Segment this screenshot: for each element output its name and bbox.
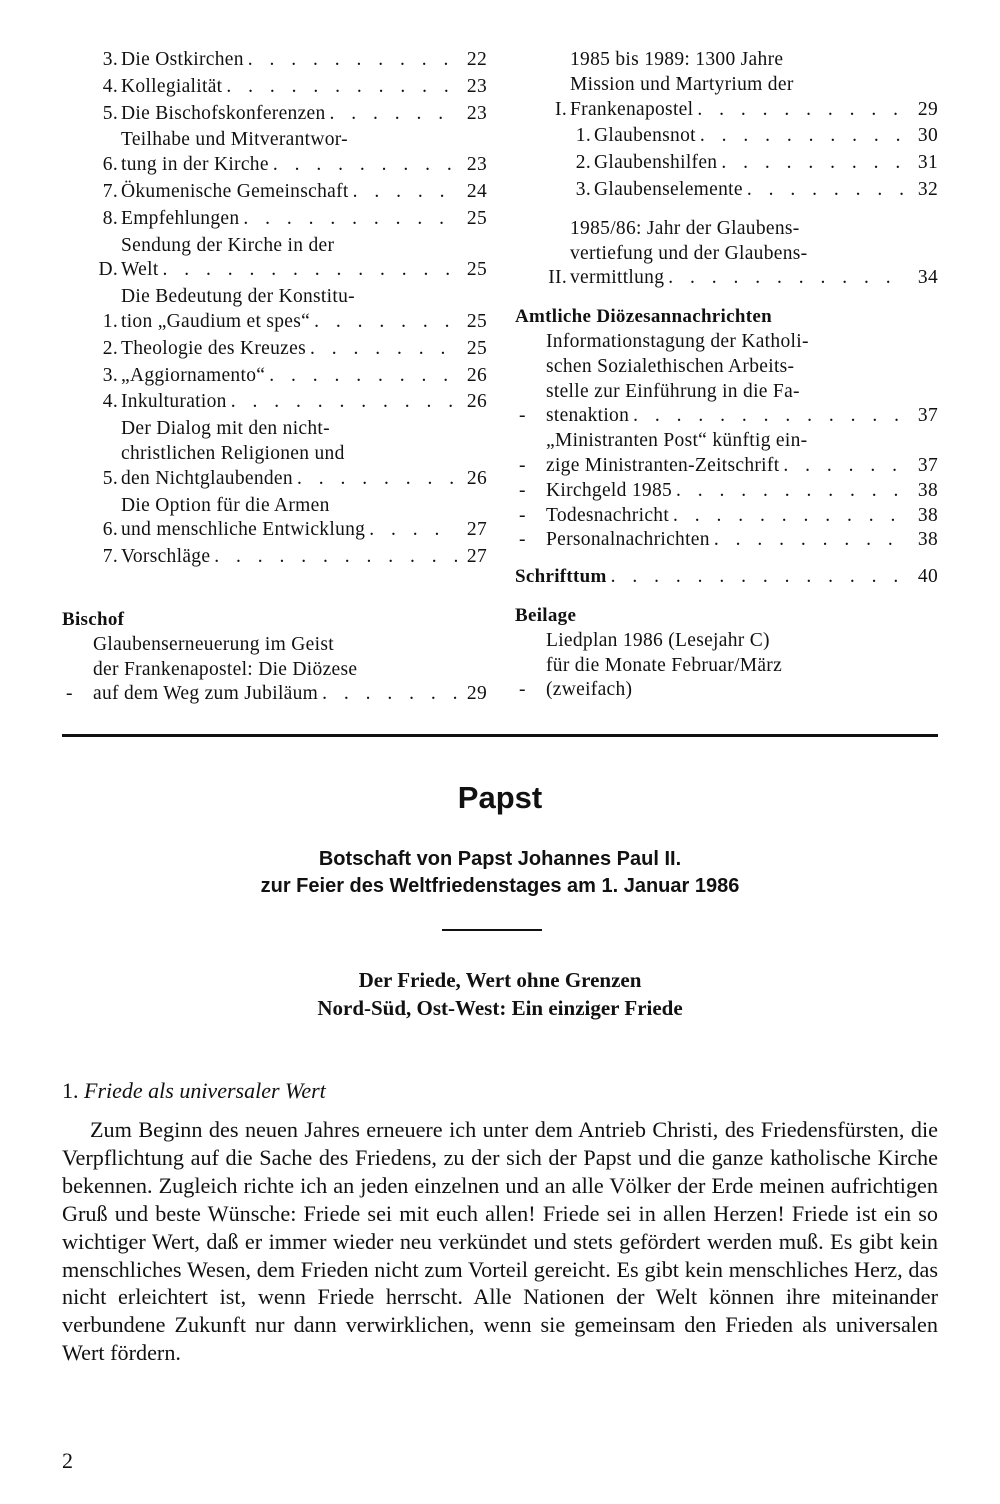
toc-entry-line [121,75,487,100]
toc-entry-page: 38 [917,529,938,551]
toc-entry-bischof [62,633,487,707]
toc-entry-title: Vorschläge [121,546,211,568]
toc-entry-text [594,178,938,203]
toc-entry-line [121,48,487,73]
toc-entry-line: 1985/86: Jahr der Glaubens- [570,217,800,239]
motto-line-1: Der Friede, Wert ohne Grenzen [358,968,642,992]
toc-entry-line: „Ministranten Post“ künftig ein- [546,430,808,452]
leader-dots [214,545,457,570]
toc-entry-title: Ökumenische Gemeinschaft [121,180,349,202]
toc-entry-title: Todesnachricht [546,504,670,526]
toc-entry-number: 4. [102,75,118,97]
leader-dots [248,48,457,73]
toc-heading-beilage: Beilage [515,604,577,626]
toc-entry [515,217,938,291]
toc-entry-title: Kirchgeld 1985 [546,479,673,501]
toc-entry-number: - [66,683,73,705]
toc-entry-number: - [519,405,526,427]
toc-entry-line: Liedplan 1986 (Lesejahr C) [546,629,770,651]
toc-entry-number: 5. [102,467,118,489]
toc-entry-number: - [519,529,526,551]
toc-entry-page: 22 [466,49,487,70]
toc-entry-number: 2. [102,337,118,359]
article-subtitle [0,846,1000,900]
toc-entry [62,364,487,389]
subtitle-line-1: Botschaft von Papst Johannes Paul II. [318,848,682,870]
toc-entry-number: 1. [102,310,118,332]
toc-entry-text [93,633,487,707]
leader-dots [243,207,457,232]
toc-entry-text [594,124,938,149]
toc-entry-line [93,682,487,707]
leader-dots [369,518,457,543]
toc-entry-title: Personalnachrichten [546,529,710,551]
spacer [62,596,487,608]
leader-dots [668,266,908,291]
toc-entry-amtliche [515,429,938,479]
toc-entry-amtliche [515,330,938,429]
toc-entry-line [594,178,938,203]
toc-entry-number: - [519,454,526,476]
toc-entry-title: Inkulturation [121,391,227,413]
toc-entry-page: 31 [917,152,938,174]
toc-left-column [62,48,487,707]
toc-entry-line: Die Bedeutung der Konstitu- [121,286,355,308]
toc-entry-number: 1. [575,125,591,147]
toc-entry [515,151,938,176]
leader-dots [747,178,908,203]
toc-entry-title: Glaubenselemente [594,178,743,200]
toc-entry-page: 23 [466,154,487,176]
toc-entry-text [121,364,487,389]
toc-entry-text [546,528,938,553]
toc-entry [62,417,487,491]
toc-entry-text [515,565,938,590]
toc-entry-title: Empfehlungen [121,207,240,229]
leader-dots [700,124,908,149]
toc-entry-line [121,207,487,232]
toc-entry-line [546,404,938,429]
toc-entry-line: der Frankenapostel: Die Diözese [93,658,358,680]
toc-entry-number: - [519,479,526,501]
toc-entry-title: Welt [121,259,159,281]
toc-entry-text [570,48,938,122]
toc-entry-title: stenaktion [546,405,630,427]
toc-entry-line: Mission und Martyrium der [570,73,794,95]
toc-entry-line [121,518,487,543]
toc-entry-line [570,266,938,291]
leader-dots [314,310,457,335]
leader-dots [676,479,908,504]
toc-entry-text [121,417,487,491]
toc-entry-line [515,565,938,590]
toc-entry [62,390,487,415]
toc-entry-number: - [519,504,526,526]
page-number: 2 [62,1448,73,1473]
toc-entry [62,545,487,570]
toc-entry-amtliche [515,479,938,504]
section-divider [62,734,938,737]
toc-entry-text [594,151,938,176]
leader-dots [297,467,457,492]
toc-entry-page: 23 [466,102,487,124]
toc-entry-page: 26 [466,467,487,489]
toc-entry-page: 23 [466,75,487,97]
toc-entry-title: auf dem Weg zum Jubiläum [93,683,319,705]
toc-entry-text [121,545,487,570]
leader-dots [163,258,457,283]
leader-dots [721,151,908,176]
leader-dots [226,75,457,100]
leader-dots [633,404,908,429]
toc-entry-title: Frankenapostel [570,98,694,120]
toc-entry [62,207,487,232]
toc-entry-line [121,337,487,362]
toc-entry [62,337,487,362]
leader-dots [611,565,908,590]
toc-entry-page: 40 [917,566,938,588]
subtitle-line-2: zur Feier des Weltfriedenstages am 1. Januar 1986 [260,875,740,897]
toc-entry [62,234,487,284]
toc-entry-line [594,151,938,176]
toc-entry-title: (zweifach) [546,679,633,701]
toc-entry-text [570,217,938,291]
toc-entry-number: 7. [102,180,118,202]
leader-dots [353,180,457,205]
toc-entry-page: 29 [466,683,487,705]
toc-entry [515,124,938,149]
toc-entry-text [121,207,487,232]
toc-entry-text [546,629,938,703]
toc-entry-page: 37 [917,454,938,476]
toc-entry [515,178,938,203]
toc-entry-text [121,234,487,284]
toc-entry-title: Glaubenshilfen [594,152,718,174]
toc-entry-text [121,128,487,178]
toc-entry-line: für die Monate Februar/März [546,654,783,676]
leader-dots [310,337,457,362]
toc-entry-page: 25 [466,207,487,229]
toc-entry [62,75,487,100]
toc-entry-text [546,330,938,429]
toc-entry-page: 32 [917,178,938,200]
toc-entry-line [121,467,487,492]
toc-entry [62,128,487,178]
toc-heading-schrifttum: Schrifttum [515,566,607,588]
toc-entry-line: Teilhabe und Mitverantwor- [121,129,348,151]
toc-entry-line: Der Dialog mit den nicht- [121,418,330,440]
toc-entry-title: Die Bischofskonferenzen [121,102,326,124]
toc-entry-line [570,98,938,123]
toc-entry-number: 6. [102,154,118,176]
toc-entry-text [121,180,487,205]
toc-entry-page: 25 [466,310,487,332]
spacer [515,205,938,217]
toc-entry-title: Theologie des Kreuzes [121,337,306,359]
section-title: Friede als universaler Wert [84,1078,326,1103]
toc-entry [62,48,487,73]
toc-entry-number: - [519,679,526,701]
body-paragraph: Zum Beginn des neuen Jahres erneuere ich unter dem Antrieb Christi, des Friedensfürsten, die Verpflichtung auf die Sache des Friedens, zu der sich der Papst und die ganze katholische Kirche bekennen. Zugleich richte ich an jeden einzelnen und an alle Völker der Erde meinen aufrichtigen Gruß und beste Wünsche: Friede sei mit euch allen! Friede sei in allen Herzen! Friede ist ein so wichtiger Wert, daß er immer wieder neu verkündet und stets gefördert werden muß. Es gibt kein menschliches Wesen, dem Frieden nicht zum Vorteil gereicht. Es gibt kein menschliches Herz, das nicht erleichtert ist, wenn Friede herrscht. Alle Nationen der Welt können ihre miteinander verbundene Zukunft nur dann verwirklichen, wenn sie gemeinsam den Frieden als universalen Wert fördern. [62,1117,938,1366]
toc-entry-page: 26 [466,391,487,413]
toc-entry-page: 37 [917,405,938,427]
toc-entry-title: Die Ostkirchen [121,49,244,70]
toc-entry-line: Informationstagung der Katholi- [546,330,809,352]
toc-entry-line: Die Option für die Armen [121,494,330,516]
toc-entry-text [121,102,487,127]
toc-entry-page: 25 [466,337,487,359]
motto-line-2: Nord-Süd, Ost-West: Ein einziger Friede [317,996,683,1020]
toc-entry-number: D. [98,259,118,281]
toc-entry-number: 3. [575,178,591,200]
leader-dots [673,504,908,529]
toc-entry-title: und menschliche Entwicklung [121,519,366,541]
toc-entry-title: „Aggiornamento“ [121,364,266,386]
toc-entry-text [121,494,487,544]
leader-dots [783,454,908,479]
toc-entry-number: 7. [102,546,118,568]
toc-entry-page: 26 [466,364,487,386]
spacer [515,293,938,305]
toc-entry-line [121,258,487,283]
toc-entry-number: I. [555,98,567,120]
toc-entry-text [546,479,938,504]
toc-entry [515,48,938,122]
toc-entry-title: den Nichtglaubenden [121,467,293,489]
toc-entry-page: 27 [466,519,487,541]
toc-entry-text [121,337,487,362]
toc-entry-amtliche [515,528,938,553]
toc-entry-text [121,75,487,100]
toc-entry-text [546,429,938,479]
spacer [515,553,938,565]
toc-entry-line [121,545,487,570]
short-divider [442,929,542,931]
toc-entry-title: Glaubensnot [594,125,696,147]
toc-entry-line [546,479,938,504]
leader-dots [231,390,457,415]
toc-entry-number: 2. [575,152,591,174]
toc-entry-page: 30 [917,125,938,147]
toc-entry-text [546,504,938,529]
toc-right-column [515,48,938,703]
spacer [515,590,938,602]
toc-entry-line [121,364,487,389]
toc-entry-line: vertiefung und der Glaubens- [570,242,808,264]
toc-entry-line [121,153,487,178]
toc-entry-line [546,528,938,553]
toc-entry-number: 8. [102,207,118,229]
toc-entry [62,102,487,127]
toc-entry-text [121,285,487,335]
leader-dots [714,528,908,553]
toc-entry [62,285,487,335]
toc-entry-line [546,504,938,529]
toc-entry-text [121,390,487,415]
toc-entry-title: tion „Gaudium et spes“ [121,310,311,332]
leader-dots [273,153,457,178]
toc-entry-number: II. [548,267,567,289]
toc-entry-line: christlichen Religionen und [121,442,345,464]
toc-entry-number: 5. [102,102,118,124]
toc-entry-line: 1985 bis 1989: 1300 Jahre [570,49,784,70]
toc-entry [62,494,487,544]
toc-entry-schrifttum [515,565,938,590]
toc-entry-number: 6. [102,519,118,541]
toc-entry-page: 29 [917,98,938,120]
leader-dots [330,102,457,127]
spacer [62,572,487,596]
toc-entry-page: 38 [917,479,938,501]
toc-entry-line [121,310,487,335]
toc-entry-page: 34 [917,267,938,289]
page-title: Papst [457,780,543,815]
article-motto [0,966,1000,1022]
toc-entry-line [594,124,938,149]
leader-dots [697,98,908,123]
toc-entry-page: 27 [466,546,487,568]
toc-entry-title: Kollegialität [121,75,223,97]
toc-entry-line: schen Sozialethischen Arbeits- [546,355,795,377]
toc-entry-line: stelle zur Einführung in die Fa- [546,380,800,402]
toc-heading-amtliche: Amtliche Diözesannachrichten [515,306,772,328]
leader-dots [322,682,457,707]
toc-entry-title: tung in der Kirche [121,154,269,176]
toc-entry-line [121,102,487,127]
toc-entry-amtliche [515,504,938,529]
toc-entry-number: 3. [102,49,118,70]
toc-entry-text [121,48,487,73]
toc-entry-page: 25 [466,259,487,281]
section-number: 1. [62,1078,79,1103]
toc-entry-page: 38 [917,504,938,526]
toc-entry-line [121,180,487,205]
toc-entry-title: zige Ministranten-Zeitschrift [546,454,780,476]
toc-entry-number: 3. [102,364,118,386]
section-heading [62,1078,326,1104]
toc-heading-bischof: Bischof [62,608,125,630]
toc-entry-number: 4. [102,391,118,413]
toc-entry-line: Glaubenserneuerung im Geist [93,633,334,655]
toc-entry-page: 24 [466,180,487,202]
toc-entry-title: vermittlung [570,267,665,289]
toc-entry-line [546,454,938,479]
toc-entry-line [546,678,938,703]
toc-entry-beilage [515,629,938,703]
leader-dots [269,364,457,389]
toc-entry-line [121,390,487,415]
toc-entry [62,180,487,205]
toc-entry-line: Sendung der Kirche in der [121,234,335,256]
